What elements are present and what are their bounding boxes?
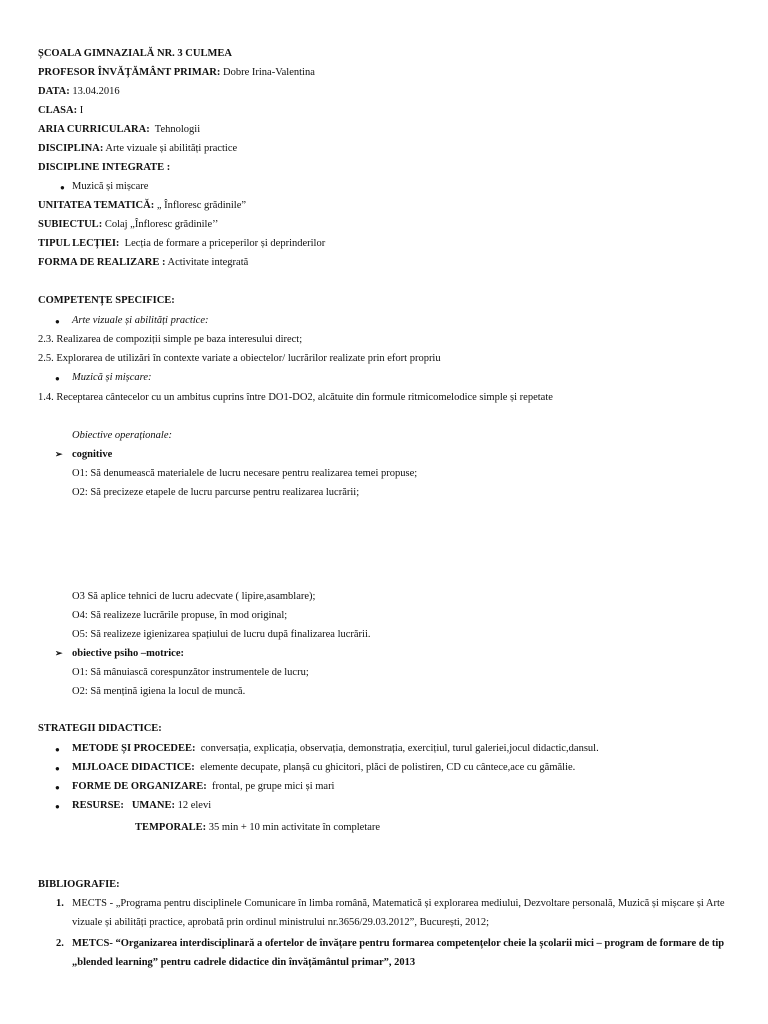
objective-o3: O3 Să aplice tehnici de lucru adecvate ( lipire,asamblare); — [72, 591, 316, 602]
objectives-heading: Obiective operaționale: — [72, 430, 173, 441]
date-line: DATA: 13.04.2016 — [38, 86, 120, 97]
bibliography-item-2: METCS- “Organizarea interdisciplinară a ofertelor de învățare pentru formarea competențelor cheie la școlarii mici – program de formare de tip „blended learning” pentru cadrele didactice din învățământul primar”, 2013 — [72, 938, 725, 968]
bullet-icon: ● — [60, 183, 65, 192]
bullet-icon: ● — [55, 745, 60, 754]
integrated-heading: DISCIPLINE INTEGRATE : — [38, 162, 171, 173]
bibliography-heading: BIBLIOGRAFIE: — [38, 879, 120, 890]
psycho-label: obiective psiho –motrice: — [72, 648, 184, 659]
area-line: ARIA CURRICULARA: Tehnologii — [38, 124, 201, 135]
bibliography-number: 2. — [56, 938, 64, 949]
competence-2-3: 2.3. Realizarea de compoziții simple pe baza interesului direct; — [38, 334, 303, 345]
class-line: CLASA: I — [38, 105, 84, 116]
objective-o2: O2: Să precizeze etapele de lucru parcurse pentru realizarea lucrării; — [72, 487, 360, 498]
objective-o1: O1: Să denumească materialele de lucru necesare pentru realizarea temei propuse; — [72, 468, 418, 479]
bibliography-item-1: MECTS - „Programa pentru disciplinele Comunicare în limba română, Matematică și explorarea mediului, Dezvoltare personală, Muzică și mișcare și Arte vizuale și abilități practice, aprobată prin ordinul ministrului nr.3656/29.03.2012”, București, 2012; — [72, 898, 725, 928]
cognitive-label: cognitive — [72, 449, 113, 460]
objective-p2: O2: Să mențină igiena la locul de muncă. — [72, 686, 246, 697]
objective-o4: O4: Să realizeze lucrările propuse, în mod original; — [72, 610, 288, 621]
bullet-icon: ● — [55, 783, 60, 792]
organization-line: FORME DE ORGANIZARE: frontal, pe grupe mici și mari — [72, 781, 335, 792]
bullet-icon: ● — [55, 374, 60, 383]
bullet-icon: ● — [55, 764, 60, 773]
methods-line: METODE ȘI PROCEDEE: conversația, explicația, observația, demonstrația, exercițiul, turul galeriei,jocul didactic,dansul. — [72, 743, 599, 754]
subject-line: SUBIECTUL: Colaj „Înfloresc grădinile’’ — [38, 219, 219, 230]
lesson-type-line: TIPUL LECȚIEI: Lecția de formare a priceperilor și deprinderilor — [38, 238, 326, 249]
bibliography-number: 1. — [56, 898, 64, 909]
competence-group-music: Muzică și mișcare: — [72, 372, 152, 383]
unit-line: UNITATEA TEMATICĂ: „ Înfloresc grădinile” — [38, 200, 247, 211]
resources-line: RESURSE: UMANE: 12 elevi — [72, 800, 212, 811]
school-name: ȘCOALA GIMNAZIALĂ NR. 3 CULMEA — [38, 48, 232, 59]
competence-2-5: 2.5. Explorarea de utilizări în contexte variate a obiectelor/ lucrărilor realizate prin efort propriu — [38, 353, 441, 364]
bullet-icon: ● — [55, 317, 60, 326]
competences-heading: COMPETENȚE SPECIFICE: — [38, 295, 175, 306]
competence-1-4: 1.4. Receptarea cântecelor cu un ambitus cuprins între DO1-DO2, alcătuite din formule ritmicomelodice simple și repetate — [38, 392, 553, 403]
integrated-item: Muzică și mișcare — [72, 181, 149, 192]
means-line: MIJLOACE DIDACTICE: elemente decupate, planșă cu ghicitori, plăci de polistiren, CD cu cântece,ace cu gămălie. — [72, 762, 576, 773]
teacher-line: PROFESOR ÎNVĂȚĂMÂNT PRIMAR: Dobre Irina-Valentina — [38, 67, 315, 78]
objective-p1: O1: Să mânuiască corespunzător instrumentele de lucru; — [72, 667, 309, 678]
objective-o5: O5: Să realizeze igienizarea spațiului de lucru după finalizarea lucrării. — [72, 629, 371, 640]
discipline-line: DISCIPLINA: Arte vizuale și abilități practice — [38, 143, 238, 154]
arrow-bullet-icon: ➢ — [55, 449, 63, 459]
temporal-line: TEMPORALE: 35 min + 10 min activitate în completare — [135, 822, 381, 833]
bullet-icon: ● — [55, 802, 60, 811]
strategies-heading: STRATEGII DIDACTICE: — [38, 723, 162, 734]
form-line: FORMA DE REALIZARE : Activitate integrată — [38, 257, 249, 268]
competence-group-arts: Arte vizuale și abilități practice: — [72, 315, 209, 326]
arrow-bullet-icon: ➢ — [55, 648, 63, 658]
